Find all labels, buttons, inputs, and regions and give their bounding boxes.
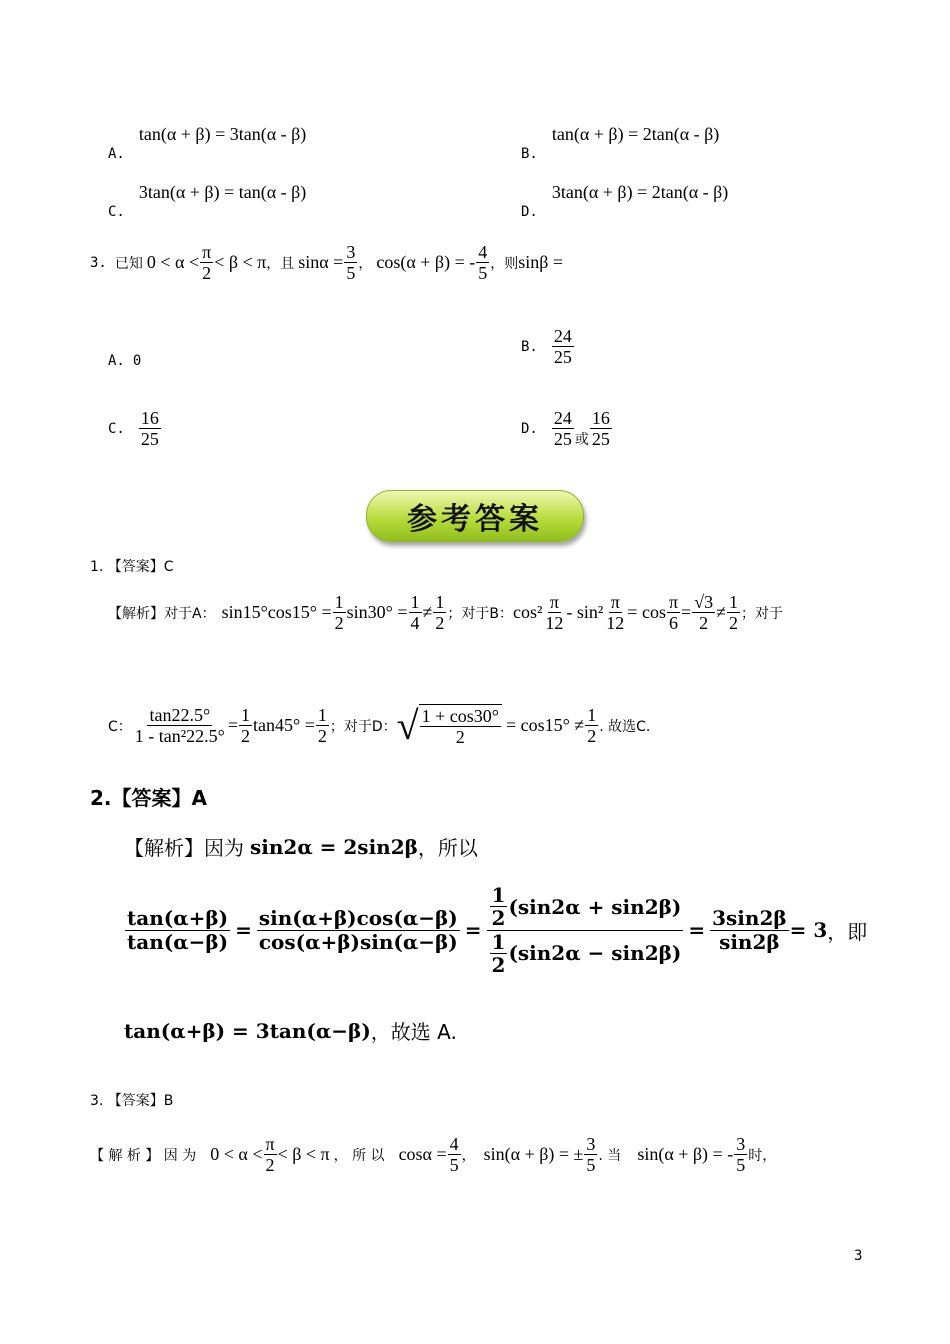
fraction: $\frac{1}{2}$: [728, 592, 738, 634]
answer-2-head: 2.【答案】A: [90, 786, 207, 810]
analysis-text: . 当: [598, 1147, 622, 1164]
analysis-text: 时，: [748, 1147, 777, 1164]
fraction: $\frac{1}{2}$: [334, 592, 344, 634]
option-value: 0: [132, 353, 142, 369]
fraction: $\frac{\pi}{12}$: [545, 592, 564, 634]
fraction: $\frac{\pi}{6}$: [668, 592, 679, 634]
fraction: $\frac{16}{25}$: [591, 408, 610, 450]
answer-1-analysis-line1: [108, 592, 783, 633]
option-label: C.: [108, 204, 125, 220]
option-label: A.: [108, 146, 125, 162]
option-label: D.: [521, 204, 538, 220]
option-label: D.: [521, 420, 538, 437]
option-label: B.: [521, 146, 538, 162]
q3-option-c: [108, 408, 162, 449]
fraction: $\frac{4}{5}$: [449, 1134, 459, 1176]
fraction: $\frac{24}{25}$: [553, 408, 572, 450]
q3-option-b: [521, 326, 575, 367]
math-expr: =: [681, 602, 692, 623]
fraction: $\frac{3}{5}$: [346, 242, 356, 284]
analysis-text: ， 所 以: [333, 1147, 385, 1164]
analysis-label: 【解析】对于A：: [108, 605, 216, 622]
option-text: 或: [574, 431, 589, 448]
page-number: 3: [854, 1248, 863, 1264]
fraction: $\frac{\pi}{2}$: [265, 1134, 275, 1176]
math-expr: sin2α = 2sin2β: [250, 834, 418, 859]
math-expr: sinα =: [298, 252, 344, 273]
fraction: $\frac{1}{2}$: [435, 592, 445, 634]
math-expr: sin(α + β) = -: [637, 1144, 734, 1165]
fraction: $\frac{1}{2}$ (sin2α + sin2β) $\frac{1}{2}$ (sin2α − sin2β): [487, 884, 684, 977]
option-expr: 3tan(α + β) = tan(α - β): [138, 182, 307, 202]
math-expr: tan45° =: [253, 715, 315, 736]
fraction: $\frac{16}{25}$: [140, 408, 159, 450]
math-expr: - sin²: [566, 602, 604, 623]
q3-option-d: [521, 408, 613, 449]
fraction: $\frac{3\sin 2\beta}{\sin 2\beta}$: [712, 906, 787, 954]
stem-text: ，: [358, 255, 373, 272]
math-expr: sin(α + β) = ±: [483, 1144, 584, 1165]
math-expr: ≠: [716, 602, 726, 623]
analysis-text: . 故选C.: [599, 718, 651, 735]
option-label: C.: [108, 420, 125, 437]
square-root: √ $\frac{1 + \cos 30^\circ}{2}$: [397, 704, 502, 747]
q3-option-a: [108, 352, 141, 370]
question-number: 3.: [90, 254, 107, 271]
fraction: $\frac{1}{2}$: [317, 705, 327, 747]
stem-text: ，且: [266, 255, 295, 272]
answer-1-analysis-line2: [108, 704, 650, 747]
math-expr: 0 < α <: [210, 1144, 263, 1165]
answer-2-analysis-line1: [124, 832, 478, 861]
stem-text: 已知: [114, 255, 143, 272]
analysis-label: 【解析】因为: [124, 836, 244, 860]
math-expr: = cos15° ≠: [505, 715, 585, 736]
answer-banner: [366, 490, 584, 542]
analysis-text: ，故选 A.: [370, 1020, 457, 1044]
q2-option-c: [108, 182, 307, 220]
answer-2-conclusion: [124, 1016, 457, 1045]
analysis-text: ，所以: [417, 836, 478, 860]
math-expr: ≠: [422, 602, 433, 623]
math-expr: 0 < α <: [146, 252, 200, 273]
answer-1-head: 1. 【答案】C: [90, 559, 174, 575]
analysis-text: ；对于D：: [329, 718, 397, 735]
math-expr: cos²: [513, 602, 543, 623]
analysis-label: 【 解 析 】 因 为: [90, 1147, 197, 1164]
q2-option-b: [521, 124, 720, 162]
q2-option-d: [521, 182, 729, 220]
option-label: A.: [108, 353, 125, 369]
analysis-text: ，即: [827, 919, 868, 944]
fraction: $\frac{3}{5}$: [586, 1134, 596, 1176]
math-expr: cosα =: [398, 1144, 447, 1165]
math-expr: tan(α+β) = 3tan(α−β): [124, 1018, 371, 1043]
analysis-text: ，: [461, 1147, 476, 1164]
radical-icon: √: [396, 702, 419, 748]
math-expr: sinβ =: [518, 252, 564, 273]
q2-option-a: [108, 124, 307, 162]
analysis-text: C：: [108, 718, 132, 735]
option-expr: 3tan(α + β) = 2tan(α - β): [551, 182, 729, 202]
fraction: $\frac{4}{5}$: [478, 242, 488, 284]
math-expr: sin15°cos15° =: [221, 602, 332, 623]
math-expr: = cos: [627, 602, 666, 623]
fraction: $\frac{\tan(\alpha+\beta)}{\tan(\alpha-\beta)}$: [127, 906, 229, 954]
stem-text: ，则: [490, 255, 519, 272]
answer-2-derivation: $\frac{\tan(\alpha+\beta)}{\tan(\alpha-\beta)}$ = $\frac{\sin(\alpha+\beta)\cos(\alpha-\beta)}{\cos(\alpha+\beta)\sin(\alpha-\beta)}$ = $\frac{1}{2}$ (sin2α + sin2β) $\frac{1}{2}$ (sin2α − sin2β) = $\frac{3\sin 2\beta}{\sin 2\beta}$ = 3 ，即: [127, 883, 868, 978]
fraction: $\frac{24}{25}$: [553, 326, 572, 368]
answer-3-analysis: [90, 1134, 776, 1175]
analysis-text: ；对于B：: [447, 605, 513, 622]
math-expr: =: [227, 715, 239, 736]
q3-stem: [90, 242, 563, 283]
fraction: $\frac{1}{2}$: [241, 705, 251, 747]
option-label: B.: [521, 338, 538, 355]
fraction: $\frac{1}{2}$: [587, 705, 597, 747]
math-expr: = 3: [789, 918, 828, 943]
option-expr: tan(α + β) = 2tan(α - β): [551, 124, 720, 144]
math-expr: < β < π: [277, 1144, 330, 1165]
fraction: $\frac{√3}{2}$: [694, 592, 714, 634]
fraction: $\frac{1}{4}$: [410, 592, 420, 634]
math-expr: sin30° =: [346, 602, 408, 623]
math-expr: < β < π: [214, 252, 267, 273]
option-expr: tan(α + β) = 3tan(α - β): [138, 124, 307, 144]
math-expr: cos(α + β) = -: [376, 252, 476, 273]
fraction: $\frac{\sin(\alpha+\beta)\cos(\alpha-\beta)}{\cos(\alpha+\beta)\sin(\alpha-\beta)}$: [258, 906, 458, 954]
fraction: $\frac{\pi}{12}$: [606, 592, 625, 634]
answer-3-head: 3. 【答案】B: [90, 1093, 174, 1109]
fraction: $\frac{3}{5}$: [736, 1134, 746, 1176]
analysis-text: ；对于: [740, 605, 783, 622]
fraction: $\frac{\tan 22.5^\circ}{\text{1 - tan²22.5°}}$: [134, 705, 225, 747]
banner-title: 参考答案: [407, 502, 543, 537]
fraction: $\frac{\pi}{2}$: [202, 242, 212, 284]
